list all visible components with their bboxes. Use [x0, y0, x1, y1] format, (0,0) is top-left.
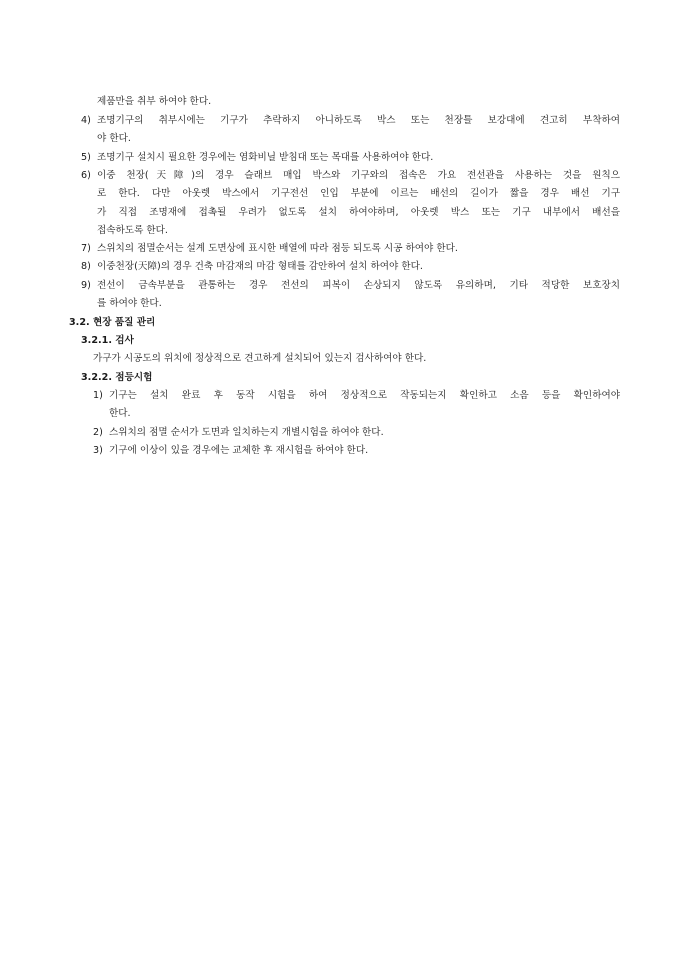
item-6-line-1: 이중 천장(天障)의 경우 슬래브 매입 박스와 기구와의 접속은 가요 전선관을 사용하는 것을 원칙으: [97, 170, 620, 181]
test-item-3-line-1: 기구에 이상이 있을 경우에는 교체한 후 재시험을 하여야 한다.: [109, 445, 369, 456]
item-8-line-1: 이중천장(天障)의 경우 건축 마감재의 마감 형태를 감안하여 설치 하여야 한다.: [97, 261, 423, 272]
item-7-line-1: 스위치의 점멸순서는 설계 도면상에 표시한 배열에 따라 점등 되도록 시공 하여야 한다.: [97, 243, 458, 254]
test-item-2-number: 2): [93, 427, 103, 438]
item-6-number: 6): [81, 170, 91, 181]
item-6-line-4: 접속하도록 한다.: [97, 225, 168, 236]
item-9-number: 9): [81, 280, 91, 291]
test-item-1-line-2: 한다.: [109, 408, 131, 419]
item-6-line-2: 로 한다. 다만 아웃렛 박스에서 기구전선 인입 부분에 이르는 배선의 길이가 짧을 경우 배선 기구: [97, 188, 620, 199]
item-6-line-3: 가 직접 조명재에 접촉될 우려가 없도록 설치 하여야하며, 아웃렛 박스 또는 기구 내부에서 배선을: [97, 207, 620, 218]
item-4-line-2: 야 한다.: [97, 133, 131, 144]
item-4-line-1: 조명기구의 취부시에는 기구가 추락하지 아니하도록 박스 또는 천장틀 보강대에 견고히 부착하여: [97, 115, 620, 126]
section-heading-3-2: 3.2. 현장 품질 관리: [69, 317, 156, 328]
test-item-1-line-1: 기구는 설치 완료 후 동작 시험을 하여 정상적으로 작동되는지 확인하고 소음 등을 확인하여야: [109, 390, 620, 401]
item-3-continuation: 제품만을 취부 하여야 한다.: [97, 96, 212, 107]
item-9-line-2: 를 하여야 한다.: [97, 298, 162, 309]
subsection-heading-3-2-2: 3.2.2. 점등시험: [81, 372, 153, 383]
test-item-3-number: 3): [93, 445, 103, 456]
item-9-line-1: 전선이 금속부분을 관통하는 경우 전선의 피복이 손상되지 않도록 유의하며, 기타 적당한 보호장치: [97, 280, 620, 291]
item-8-number: 8): [81, 261, 91, 272]
item-5-number: 5): [81, 152, 91, 163]
item-7-number: 7): [81, 243, 91, 254]
item-5-line-1: 조명기구 설치시 필요한 경우에는 염화비닐 받침대 또는 목대를 사용하여야 한다.: [97, 152, 434, 163]
item-4-number: 4): [81, 115, 91, 126]
test-item-2-line-1: 스위치의 점멸 순서가 도면과 일치하는지 개별시험을 하여야 한다.: [109, 427, 384, 438]
subsection-3-2-1-text: 가구가 시공도의 위치에 정상적으로 견고하게 설치되어 있는지 검사하여야 한다.: [93, 353, 427, 364]
subsection-heading-3-2-1: 3.2.1. 검사: [81, 335, 134, 346]
test-item-1-number: 1): [93, 390, 103, 401]
